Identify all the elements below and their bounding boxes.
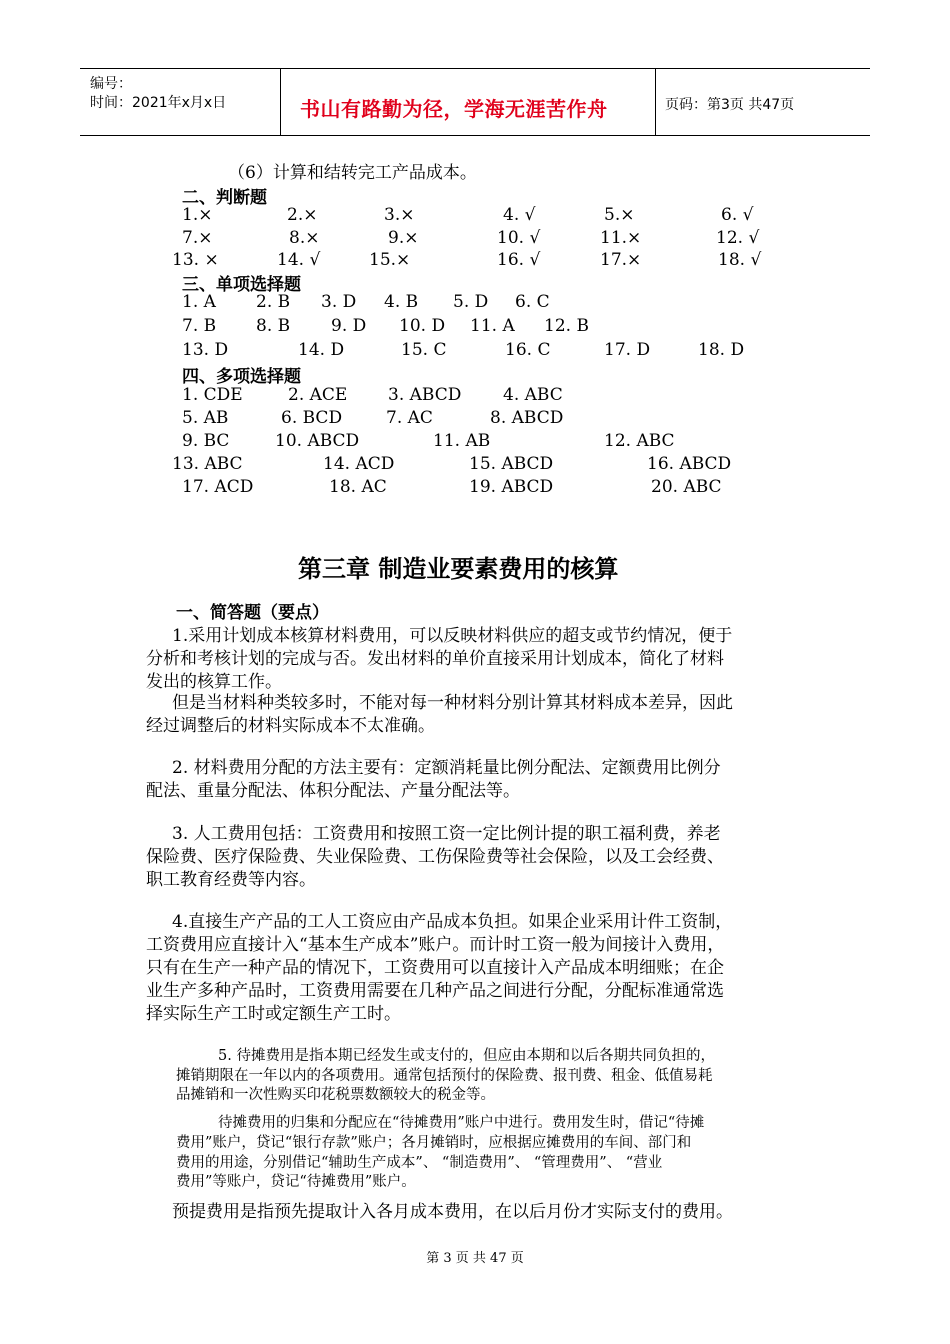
header-divider [280,69,281,135]
text-line: 经过调整后的材料实际成本不太准确。 [146,716,435,736]
answer-item: 11. A [470,316,515,336]
page-header [80,68,870,136]
answer-item: 14. ACD [323,454,395,474]
answer-item: 13. × [172,250,219,270]
text-line: 业生产多种产品时，工资费用需要在几种产品之间进行分配，分配标准通常选 [146,981,724,1001]
prev-item: （6）计算和结转完工产品成本。 [228,163,477,183]
answer-item: 9.× [388,228,419,248]
answer-item: 6. BCD [281,408,343,428]
doc-date-label: 时间：2021年x月x日 [90,95,227,111]
answer-item: 13. D [182,340,229,360]
answer-item: 16. √ [497,250,541,270]
text-line: 费用”账户，贷记“银行存款”账户；各月摊销时，应根据应摊费用的车间、部门和 [176,1135,692,1151]
answer-item: 4. ABC [503,385,563,405]
page-number-label: 页码：第3页 共47页 [665,97,795,113]
answer-item: 18. AC [329,477,387,497]
answer-item: 7. B [182,316,217,336]
answer-item: 12. √ [716,228,760,248]
answer-item: 6. C [515,292,550,312]
answer-item: 9. D [331,316,367,336]
text-line: 待摊费用的归集和分配应在“待摊费用”账户中进行。费用发生时，借记“待摊 [218,1115,705,1131]
answer-item: 18. √ [718,250,762,270]
answer-item: 13. ABC [172,454,243,474]
answer-item: 1.× [182,205,213,225]
text-line: 2. 材料费用分配的方法主要有：定额消耗量比例分配法、定额费用比例分 [172,758,721,778]
header-divider [655,69,656,135]
text-line: 配法、重量分配法、体积分配法、产量分配法等。 [146,781,520,801]
answer-item: 5. AB [182,408,229,428]
text-line: 3. 人工费用包括：工资费用和按照工资一定比例计提的职工福利费，养老 [172,824,721,844]
text-line: 4.直接生产产品的工人工资应由产品成本负担。如果企业采用计件工资制， [172,912,733,932]
text-line: 保险费、医疗保险费、失业保险费、工伤保险费等社会保险，以及工会经费、 [146,847,724,867]
text-line: 但是当材料种类较多时，不能对每一种材料分别计算其材料成本差异，因此 [172,693,733,713]
answer-item: 10. √ [497,228,541,248]
answer-item: 8. B [256,316,291,336]
chapter-title: 第三章 制造业要素费用的核算 [298,555,619,583]
answer-item: 14. D [298,340,345,360]
answer-item: 18. D [698,340,745,360]
answer-item: 16. ABCD [647,454,732,474]
answer-item: 11. AB [433,431,491,451]
section-title-qa: 一、简答题（要点） [176,603,329,623]
answer-item: 2. ACE [288,385,348,405]
answer-item: 2.× [287,205,318,225]
text-line: 工资费用应直接计入“基本生产成本”账户。而计时工资一般为间接计入费用， [146,935,725,955]
section-title-multi: 四、多项选择题 [182,367,301,387]
answer-item: 8. ABCD [490,408,564,428]
answer-item: 4. √ [503,205,536,225]
answer-item: 2. B [256,292,291,312]
section-title-single: 三、单项选择题 [182,275,301,295]
answer-item: 5. D [453,292,489,312]
answer-item: 3. D [321,292,357,312]
answer-item: 12. ABC [604,431,675,451]
answer-item: 3. ABCD [388,385,462,405]
answer-item: 15. C [401,340,447,360]
text-line: 费用的用途，分别借记“辅助生产成本”、 “制造费用”、 “管理费用”、 “营业 [176,1155,663,1171]
answer-item: 15.× [369,250,411,270]
answer-item: 8.× [289,228,320,248]
doc-code-label: 编号： [90,76,132,92]
text-line: 品摊销和一次性购买印花税票数额较大的税金等。 [176,1087,495,1103]
answer-item: 20. ABC [651,477,722,497]
answer-item: 15. ABCD [469,454,554,474]
answer-item: 7. AC [386,408,433,428]
text-line: 费用”等账户，贷记“待摊费用”账户。 [176,1174,416,1190]
answer-item: 19. ABCD [469,477,554,497]
section-title-judge: 二、判断题 [182,188,267,208]
answer-item: 10. ABCD [275,431,360,451]
answer-item: 12. B [544,316,589,336]
answer-item: 7.× [182,228,213,248]
text-line: 发出的核算工作。 [146,672,282,692]
last-paragraph: 预提费用是指预先提取计入各月成本费用，在以后月份才实际支付的费用。 [172,1202,733,1222]
answer-item: 3.× [384,205,415,225]
answer-item: 9. BC [182,431,230,451]
answer-item: 4. B [384,292,419,312]
text-line: 5. 待摊费用是指本期已经发生或支付的，但应由本期和以后各期共同负担的， [218,1048,715,1064]
answer-item: 14. √ [277,250,321,270]
text-line: 摊销期限在一年以内的各项费用。通常包括预付的保险费、报刊费、租金、低值易耗 [176,1068,713,1084]
page-footer: 第 3 页 共 47 页 [426,1251,524,1266]
answer-item: 17.× [600,250,642,270]
text-line: 分析和考核计划的完成与否。发出材料的单价直接采用计划成本，简化了材料 [146,649,724,669]
answer-item: 5.× [604,205,635,225]
answer-item: 10. D [399,316,446,336]
answer-item: 17. ACD [182,477,254,497]
text-line: 职工教育经费等内容。 [146,870,316,890]
answer-item: 17. D [604,340,651,360]
answer-item: 1. A [182,292,216,312]
text-line: 1.采用计划成本核算材料费用，可以反映材料供应的超支或节约情况，便于 [172,626,733,646]
answer-item: 1. CDE [182,385,243,405]
answer-item: 6. √ [721,205,754,225]
answer-item: 16. C [505,340,551,360]
text-line: 择实际生产工时或定额生产工时。 [146,1004,401,1024]
header-motto: 书山有路勤为径，学海无涯苦作舟 [300,97,608,121]
text-line: 只有在生产一种产品的情况下，工资费用可以直接计入产品成本明细账；在企 [146,958,724,978]
answer-item: 11.× [600,228,642,248]
